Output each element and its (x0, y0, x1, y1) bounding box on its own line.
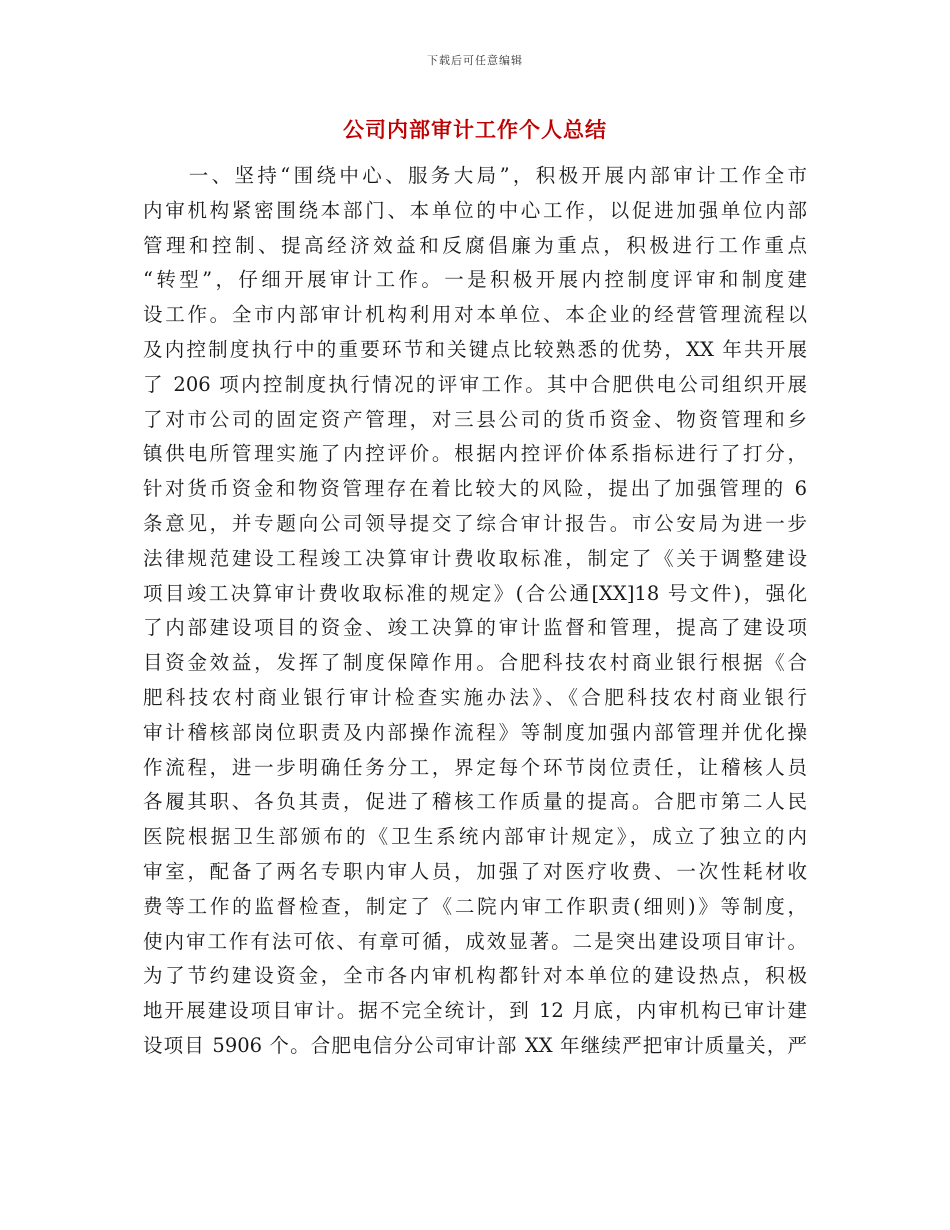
body-line: “转型”，仔细开展审计工作。一是积极开展内控制度评审和制度建 (143, 268, 807, 292)
body-line: 设项目 5906 个。合肥电信分公司审计部 XX 年继续严把审计质量关，严 (143, 1033, 807, 1057)
body-line: 条意见，并专题向公司领导提交了综合审计报告。市公安局为进一步 (143, 511, 807, 535)
body-line: 一、坚持“围绕中心、服务大局”，积极开展内部审计工作全市 (143, 164, 807, 187)
body-line: 针对货币资金和物资管理存在着比较大的风险，提出了加强管理的 6 (143, 477, 807, 501)
body-line: 及内控制度执行中的重要环节和关键点比较熟悉的优势，XX 年共开展 (143, 337, 807, 361)
document-body (143, 159, 807, 1064)
body-line: 镇供电所管理实施了内控评价。根据内控评价体系指标进行了打分， (143, 442, 807, 466)
body-line: 审计稽核部岗位职责及内部操作流程》等制度加强内部管理并优化操 (143, 720, 807, 744)
document-title: 公司内部审计工作个人总结 (343, 117, 607, 142)
body-line: 医院根据卫生部颁布的《卫生系统内部审计规定》，成立了独立的内 (143, 825, 807, 849)
body-line: 内审机构紧密围绕本部门、本单位的中心工作，以促进加强单位内部 (143, 198, 807, 222)
body-line: 各履其职、各负其责，促进了稽核工作质量的提高。合肥市第二人民 (143, 790, 807, 814)
body-line: 项目竣工决算审计费收取标准的规定》(合公通[XX]18 号文件)，强化 (143, 581, 807, 605)
header-note: 下载后可任意编辑 (427, 54, 523, 67)
body-line: 管理和控制、提高经济效益和反腐倡廉为重点，积极进行工作重点 (143, 233, 807, 257)
body-line: 了 206 项内控制度执行情况的评审工作。其中合肥供电公司组织开展 (143, 372, 807, 396)
body-line: 为了节约建设资金，全市各内审机构都针对本单位的建设热点，积极 (143, 964, 807, 988)
body-line: 审室，配备了两名专职内审人员，加强了对医疗收费、一次性耗材收 (143, 859, 807, 883)
body-line: 了内部建设项目的资金、竣工决算的审计监督和管理，提高了建设项 (143, 616, 807, 640)
body-line: 目资金效益，发挥了制度保障作用。合肥科技农村商业银行根据《合 (143, 651, 807, 675)
body-line: 设工作。全市内部审计机构利用对本单位、本企业的经营管理流程以 (143, 303, 807, 327)
body-line: 费等工作的监督检查，制定了《二院内审工作职责(细则)》等制度， (143, 894, 807, 918)
body-line: 地开展建设项目审计。据不完全统计，到 12 月底，内审机构已审计建 (143, 999, 807, 1023)
body-line: 肥科技农村商业银行审计检查实施办法》、《合肥科技农村商业银行 (143, 685, 807, 709)
body-line: 法律规范建设工程竣工决算审计费收取标准，制定了《关于调整建设 (143, 546, 807, 570)
body-line: 使内审工作有法可依、有章可循，成效显著。二是突出建设项目审计。 (143, 929, 807, 953)
body-line: 了对市公司的固定资产管理，对三县公司的货币资金、物资管理和乡 (143, 407, 807, 431)
body-line: 作流程，进一步明确任务分工，界定每个环节岗位责任，让稽核人员 (143, 755, 807, 779)
